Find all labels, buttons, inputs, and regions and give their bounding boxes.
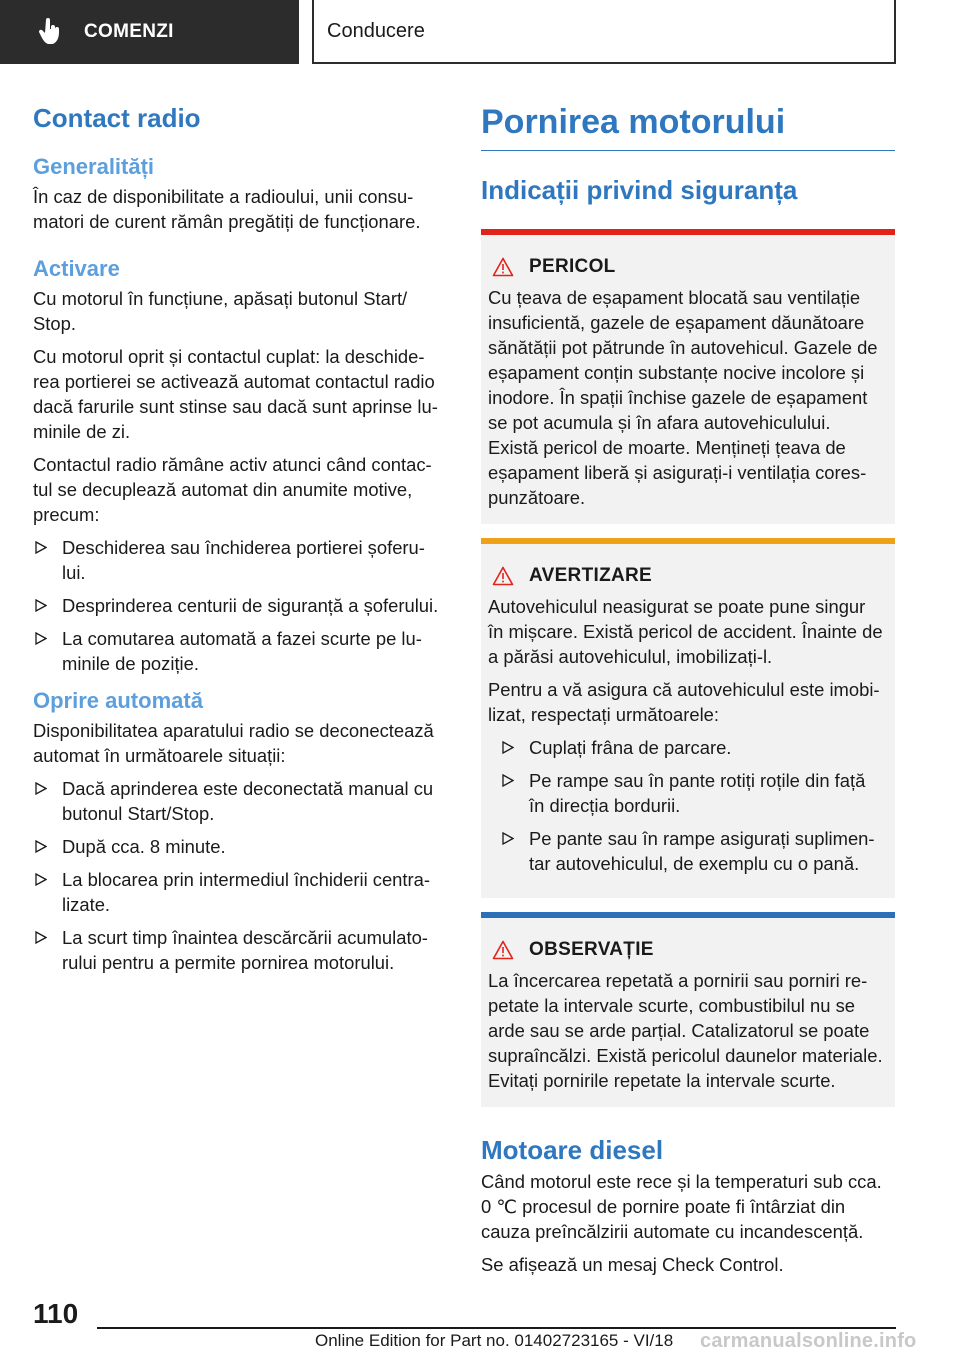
list-item-text: Dacă aprinderea este deconectată manual cu butonul Start/Stop. [62,778,434,824]
paragraph: La încercarea repetată a pornirii sau porniri re- petate la intervale scurte, combustibilul nu se arde sau se arde parțial. Catalizatorul se poate supraîncălzi. Există pericolul daunelor materiale. Evitați pornirile repetate la intervale scurte. [488,970,883,1091]
danger-label: PERICOL [529,256,616,277]
list-item [33,626,446,676]
bullet-list [33,776,446,975]
list-item [500,768,888,818]
section-heading: Oprire automată [33,688,203,713]
bullet-list [33,535,446,676]
notice-label: OBSERVAȚIE [529,939,654,960]
paragraph: Când motorul este rece și la temperaturi sub cca. 0 ℃ procesul de pornire poate fi întârziat din cauza preîncălzirii automate cu incandescență. [481,1171,882,1242]
right-column [481,100,895,1277]
danger-box [481,229,895,524]
triangle-right-icon [35,931,47,944]
triangle-right-icon [35,840,47,853]
paragraph: Cu motorul în funcțiune, apăsați butonul Start/ Stop. [33,288,408,334]
footer-divider [97,1327,896,1329]
warning-triangle-icon [492,940,514,960]
list-item [33,925,446,975]
list-item-text: Deschiderea sau închiderea portierei șoferu- lui. [62,537,425,583]
triangle-right-icon [502,832,514,845]
paragraph: Disponibilitatea aparatului radio se deconectează automat în următoarele situații: [33,720,434,766]
bullet-list [500,735,888,876]
header-chapter [312,0,896,64]
warning-box [481,538,895,898]
left-title: Contact radio [33,103,201,133]
triangle-right-icon [502,741,514,754]
list-item-text: După cca. 8 minute. [62,836,226,857]
warning-triangle-icon [492,257,514,277]
list-item [33,776,446,826]
list-item [33,834,446,859]
paragraph: Cu țeava de eșapament blocată sau ventilație insuficientă, gazele de eșapament dăunătoare sănătății pot pătrunde în autovehicul. Gazele de eșapament conțin substanțe nocive incolore și inodore. În spații închise gazele de eșapament se pot acumula și în afara autovehiculului. Există pericol de moarte. Mențineți țeava de eșapament liberă și asigurați-i ventilația cores- punzătoare. [488,287,878,508]
safety-heading: Indicații privind siguranța [481,175,798,205]
section-heading: Generalități [33,154,155,179]
section-tab-comenzi [0,0,299,64]
section-heading: Activare [33,256,120,281]
list-item-text: Pe pante sau în rampe asigurați suplimen- tar autovehiculul, de exemplu cu o pană. [529,828,875,874]
list-item [33,867,446,917]
watermark: carmanualsonline.info [700,1330,917,1352]
paragraph: Se afișează un mesaj Check Control. [481,1254,784,1275]
list-item-text: La blocarea prin intermediul închiderii centra- lizate. [62,869,431,915]
list-item-text: Cuplați frâna de parcare. [529,737,732,758]
triangle-right-icon [35,599,47,612]
list-item-text: Pe rampe sau în pante rotiți roțile din față în direcția bordurii. [529,770,866,816]
list-item [500,826,888,876]
header-section-label: COMENZI [84,21,174,42]
hand-pointer-icon [38,18,62,46]
list-item-text: La comutarea automată a fazei scurte pe lu- minile de poziție. [62,628,422,674]
paragraph: Contactul radio rămâne activ atunci când contac- tul se decuplează automat din anumite motive, precum: [33,454,432,525]
paragraph: Autovehiculul neasigurat se poate pune singur în mișcare. Există pericol de accident. Înainte de a părăsi autovehiculul, imobilizați-l. [488,596,883,667]
triangle-right-icon [502,774,514,787]
page-number: 110 [33,1298,79,1329]
triangle-right-icon [35,632,47,645]
footer-edition: Online Edition for Part no. 01402723165 - VI/18 [315,1331,674,1350]
triangle-right-icon [35,541,47,554]
list-item [33,535,446,585]
list-item-text: Desprinderea centurii de siguranță a șoferului. [62,595,439,616]
notice-box [481,912,895,1107]
header-chapter-label: Conducere [327,19,425,42]
page-title: Pornirea motorului [481,100,895,151]
warning-triangle-icon [492,566,514,586]
list-item-text: La scurt timp înaintea descărcării acumulato- rului pentru a permite pornirea motorului. [62,927,428,973]
diesel-heading: Motoare diesel [481,1135,664,1165]
paragraph: Cu motorul oprit și contactul cuplat: la deschide- rea portierei se activează automat contactul radio dacă farurile sunt stinse sau dacă sunt aprinse lu- minile de zi. [33,346,438,442]
triangle-right-icon [35,782,47,795]
paragraph: În caz de disponibilitate a radioului, unii consu- matori de curent rămân pregătiți de funcționare. [33,186,421,232]
triangle-right-icon [35,873,47,886]
warning-label: AVERTIZARE [529,565,652,586]
list-item [33,593,446,618]
paragraph: Pentru a vă asigura că autovehiculul este imobi- lizat, respectați următoarele: [488,679,880,725]
left-column [33,100,446,983]
list-item [500,735,888,760]
